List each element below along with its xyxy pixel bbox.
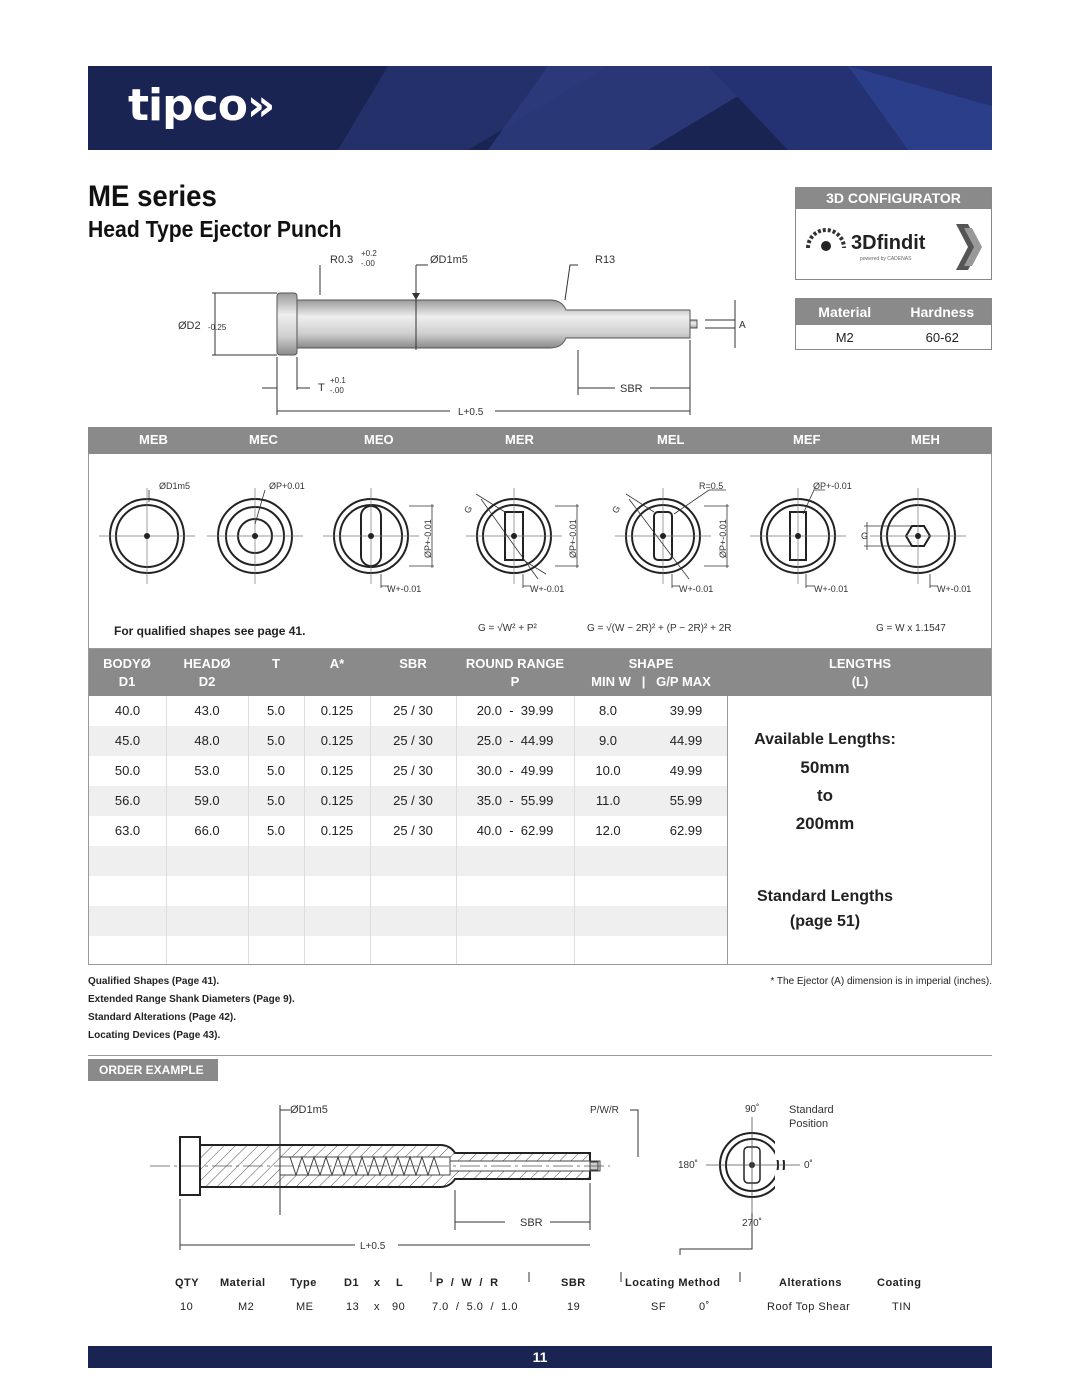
deg-270: 270˚: [742, 1218, 763, 1229]
3dfindit-logo: 3Dfindit: [851, 232, 926, 254]
order-h-qty: QTY: [175, 1277, 200, 1289]
standard-lengths[interactable]: Standard Lengths (page 51): [756, 888, 893, 930]
deg-180: 180˚: [678, 1160, 699, 1171]
order-h-coating: Coating: [877, 1277, 922, 1289]
hardness-header: Hardness: [910, 304, 975, 320]
material-header: Material: [818, 304, 872, 320]
order-v-sbr: 19: [567, 1301, 581, 1313]
l-label: L+0.5: [458, 407, 484, 418]
deg-0: 0˚: [804, 1160, 813, 1171]
order-v-angle: 0˚: [699, 1301, 710, 1313]
mer-w-label: W+-0.01: [530, 584, 565, 594]
order-h-sbr: SBR: [561, 1277, 586, 1289]
mel-g-label: G: [610, 503, 623, 515]
order-example-label: ORDER EXAMPLE: [88, 1059, 218, 1081]
divider: [88, 1055, 992, 1056]
order-v-material: M2: [238, 1301, 255, 1313]
deg-90: 90˚: [745, 1104, 760, 1115]
th-headd: HEADØ D2: [183, 656, 231, 689]
order-v-x: x: [374, 1301, 380, 1313]
material-table: [795, 298, 992, 350]
th-bodyd: BODYØ D1: [103, 656, 151, 689]
order-v-type: ME: [296, 1301, 314, 1313]
shape-drawings: [88, 454, 992, 648]
page-number: 11: [88, 1346, 992, 1368]
formula-mer: G = √W² + P²: [478, 623, 537, 634]
th-sbr: SBR: [399, 656, 427, 671]
order-l-label: L+0.5: [360, 1241, 386, 1252]
meo-p-label: ØP+-0.01: [423, 519, 433, 558]
powered-by: powered by CADENAS: [860, 256, 912, 262]
order-h-l: L: [396, 1277, 404, 1289]
order-v-d1: 13: [346, 1301, 360, 1313]
shape-mef: MEF: [793, 432, 821, 447]
t-tol-up: +0.1: [330, 376, 346, 385]
gauge-icon: [804, 226, 850, 254]
d2-tol: -0.25: [208, 323, 227, 332]
row-shade: [89, 846, 727, 876]
shape-mer: MER: [505, 432, 534, 447]
available-lengths: Available Lengths: 50mm to 200mm: [754, 731, 896, 833]
order-h-type: Type: [290, 1277, 317, 1289]
imperial-note: * The Ejector (A) dimension is in imperial (inches).: [770, 976, 992, 987]
page-title: ME series: [88, 180, 217, 213]
t-tol-dn: -.00: [330, 386, 344, 395]
table-row: 56.0 59.0 5.0 0.125 25 / 30 35.0 - 55.99 11.0 55.99: [114, 793, 703, 808]
meo-w-label: W+-0.01: [387, 584, 422, 594]
qualified-shapes-note: For qualified shapes see page 41.: [114, 624, 306, 638]
th-shape: SHAPE MIN W | G/P MAX: [591, 656, 711, 689]
order-v-qty: 10: [180, 1301, 194, 1313]
order-sbr-label: SBR: [520, 1217, 543, 1229]
th-t: T: [272, 656, 280, 671]
mer-p-label: ØP+-0.01: [568, 519, 578, 558]
d2-label: ØD2: [178, 320, 201, 332]
order-v-l: 90: [392, 1301, 406, 1313]
configurator-box[interactable]: [795, 187, 992, 280]
mef-w-label: W+-0.01: [814, 584, 849, 594]
material-table-header: [796, 299, 991, 325]
row-shade: [89, 906, 727, 936]
mec-p-label: ØP+0.01: [269, 481, 305, 491]
hardness-value: 60-62: [925, 330, 959, 345]
order-h-locating: Locating Method: [625, 1277, 721, 1289]
order-example-drawing: [150, 1095, 850, 1255]
mel-w-label: W+-0.01: [679, 584, 714, 594]
table-row: 45.0 48.0 5.0 0.125 25 / 30 25.0 - 44.99 9.0 44.99: [114, 733, 703, 748]
note-standard-alterations[interactable]: Standard Alterations (Page 42).: [88, 1012, 236, 1023]
meh-w-label: W+-0.01: [937, 584, 972, 594]
formula-meh: G = W x 1.1547: [876, 623, 946, 634]
r03-tol-up: +0.2: [361, 249, 377, 258]
order-v-alterations: Roof Top Shear: [767, 1301, 851, 1313]
material-value: M2: [835, 330, 854, 345]
note-extended-range[interactable]: Extended Range Shank Diameters (Page 9).: [88, 994, 295, 1005]
th-range: ROUND RANGE P: [465, 656, 565, 689]
note-locating-devices[interactable]: Locating Devices (Page 43).: [88, 1030, 221, 1041]
shape-type-bar: [88, 427, 992, 454]
mer-g-label: G: [462, 503, 475, 515]
mel-p-label: ØP+-0.01: [718, 519, 728, 558]
table-header: [89, 649, 991, 696]
order-h-pwr: P / W / R: [436, 1277, 499, 1289]
order-v-locating: SF: [651, 1301, 667, 1313]
table-row: 40.0 43.0 5.0 0.125 25 / 30 20.0 - 39.99 8.0 39.99: [114, 703, 703, 718]
std-position-1: Standard: [789, 1104, 834, 1116]
std-position-2: Position: [789, 1118, 829, 1130]
order-v-coating: TIN: [892, 1301, 912, 1313]
order-h-material: Material: [220, 1277, 266, 1289]
r03-tol-dn: -.00: [361, 259, 375, 268]
shape-meo: MEO: [364, 432, 394, 447]
configurator-label: 3D CONFIGURATOR: [796, 188, 991, 209]
table-row: 50.0 53.0 5.0 0.125 25 / 30 30.0 - 49.99 10.0 49.99: [114, 763, 703, 778]
sbr-label: SBR: [620, 383, 643, 395]
shape-cross-sections: [89, 454, 991, 648]
header-banner: [88, 66, 992, 150]
mef-p-label: ØP+-0.01: [813, 481, 852, 491]
note-qualified-shapes[interactable]: Qualified Shapes (Page 41).: [88, 976, 220, 987]
r03-label: R0.3: [330, 254, 354, 266]
t-label: T: [318, 382, 325, 394]
th-lengths: LENGTHS (L): [828, 656, 892, 689]
tipco-logo: tipco»: [128, 80, 275, 131]
shape-meb: MEB: [139, 432, 168, 447]
order-d1-label: ØD1m5: [290, 1104, 328, 1116]
th-a: A*: [329, 656, 345, 671]
shape-mel: MEL: [657, 432, 685, 447]
order-h-alterations: Alterations: [779, 1277, 842, 1289]
page-subtitle: Head Type Ejector Punch: [88, 216, 342, 242]
order-v-pwr: 7.0 / 5.0 / 1.0: [432, 1301, 518, 1313]
order-pwr-label: P/W/R: [590, 1105, 619, 1116]
meh-g-label: G: [861, 531, 869, 541]
formula-mel: G = √(W − 2R)² + (P − 2R)² + 2R: [587, 623, 732, 634]
a-label: A: [739, 320, 746, 331]
shape-meh: MEH: [911, 432, 940, 447]
order-h-d1: D1: [344, 1277, 360, 1289]
mel-r-label: R=0.5: [699, 481, 724, 491]
punch-drawing: [170, 245, 770, 425]
table-row: 63.0 66.0 5.0 0.125 25 / 30 40.0 - 62.99 12.0 62.99: [114, 823, 703, 838]
order-h-x: x: [374, 1277, 381, 1289]
d1-label: ØD1m5: [430, 254, 468, 266]
shape-mec: MEC: [249, 432, 278, 447]
chevron-right-icon: [956, 224, 986, 270]
meb-d1-label: ØD1m5: [159, 481, 191, 491]
r13-label: R13: [595, 254, 616, 266]
